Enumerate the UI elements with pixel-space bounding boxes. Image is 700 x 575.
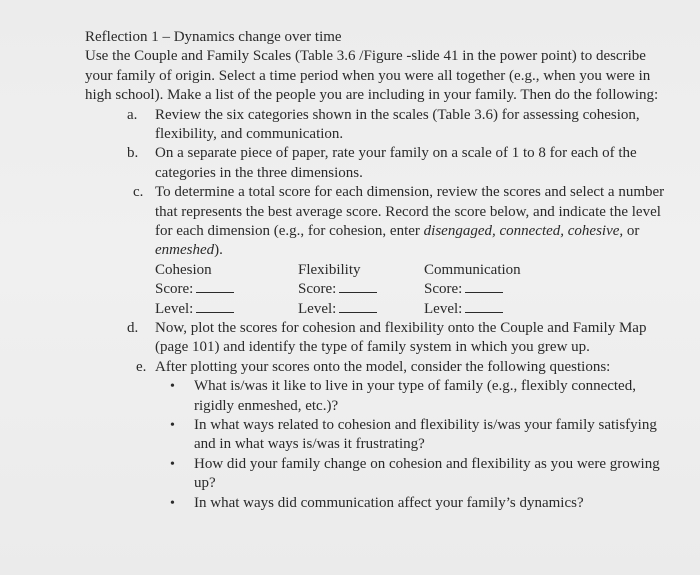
level-row — [155, 300, 655, 319]
list-item-e — [85, 358, 660, 513]
score-label: Score: — [298, 281, 337, 298]
score-blank — [465, 280, 503, 293]
question-text: and in what ways is/was it frustrating? — [194, 436, 425, 453]
bullet-icon: • — [170, 495, 175, 511]
list-item-d — [85, 319, 655, 358]
list-marker: b. — [127, 145, 139, 162]
question-text: In what ways related to cohesion and flexibility is/was your family satisfying — [194, 417, 657, 434]
item-text: (page 101) and identify the type of family system in which you grew up. — [155, 339, 590, 356]
question-item — [155, 455, 660, 494]
flexibility-header: Flexibility — [298, 261, 361, 278]
score-table-header — [155, 261, 655, 280]
communication-score-cell — [424, 280, 503, 299]
score-label: Score: — [424, 281, 463, 298]
question-text: rigidly enmeshed, etc.)? — [194, 397, 339, 414]
item-text-part: or — [623, 223, 640, 240]
item-text: To determine a total score for each dimension, review the scores and select a number — [155, 184, 665, 201]
level-label: Level: — [298, 300, 337, 317]
item-text — [155, 222, 655, 241]
question-text: up? — [194, 475, 216, 492]
list-marker: c. — [133, 184, 144, 201]
list-item-c — [85, 183, 665, 319]
level-blank — [196, 300, 234, 313]
question-item — [155, 377, 655, 416]
question-list — [155, 377, 660, 513]
score-label: Score: — [155, 281, 194, 298]
list-marker: a. — [127, 106, 138, 123]
bullet-icon: • — [170, 456, 175, 472]
item-text: Review the six categories shown in the scales (Table 3.6) for assessing cohesion, — [155, 106, 640, 123]
level-blank — [339, 300, 377, 313]
intro-line: Use the Couple and Family Scales (Table 3.6 /Figure -slide 41 in the power point) to describe — [85, 48, 646, 65]
bullet-icon: • — [170, 379, 175, 395]
bullet-icon: • — [170, 418, 175, 434]
item-text: On a separate piece of paper, rate your family on a scale of 1 to 8 for each of the — [155, 145, 637, 162]
intro-line: your family of origin. Select a time period when you were all together (e.g., when you were in — [85, 67, 651, 84]
cohesion-header: Cohesion — [155, 261, 212, 278]
cohesion-score-cell — [155, 280, 234, 299]
communication-header: Communication — [424, 261, 521, 278]
item-text-italic: disengaged, connected, cohesive, — [423, 223, 624, 240]
question-text: How did your family change on cohesion and flexibility as you were growing — [194, 455, 660, 472]
score-blank — [196, 280, 234, 293]
item-text: categories in the three dimensions. — [155, 164, 363, 181]
document-page — [85, 28, 665, 513]
item-text: Now, plot the scores for cohesion and flexibility onto the Couple and Family Map — [155, 320, 647, 337]
cohesion-level-cell — [155, 300, 234, 319]
communication-level-cell — [424, 300, 503, 319]
score-row — [155, 280, 655, 299]
list-item-a — [85, 106, 655, 145]
question-item — [155, 494, 655, 513]
question-text: What is/was it like to live in your type of family (e.g., flexibly connected, — [194, 378, 636, 395]
flexibility-level-cell — [298, 300, 377, 319]
list-marker: e. — [136, 358, 147, 375]
item-text-italic: enmeshed — [155, 242, 215, 259]
question-item — [155, 416, 655, 455]
score-blank — [339, 280, 377, 293]
item-text: flexibility, and communication. — [155, 126, 344, 143]
list-item-b — [85, 144, 655, 183]
level-label: Level: — [424, 300, 463, 317]
intro-line: high school). Make a list of the people you are including in your family. Then do the following: — [85, 87, 659, 104]
flexibility-score-cell — [298, 280, 377, 299]
question-text: In what ways did communication affect your family’s dynamics? — [194, 494, 584, 511]
item-text: that represents the best average score. Record the score below, and indicate the level — [155, 203, 661, 220]
item-text: After plotting your scores onto the model, consider the following questions: — [155, 358, 611, 375]
item-text-part: for each dimension (e.g., for cohesion, enter — [155, 223, 424, 240]
instruction-list — [85, 106, 665, 513]
list-marker: d. — [127, 320, 139, 337]
item-text-part: ). — [214, 242, 223, 259]
level-blank — [465, 300, 503, 313]
level-label: Level: — [155, 300, 194, 317]
document-title: Reflection 1 – Dynamics change over time — [85, 29, 342, 45]
item-text — [155, 241, 655, 260]
